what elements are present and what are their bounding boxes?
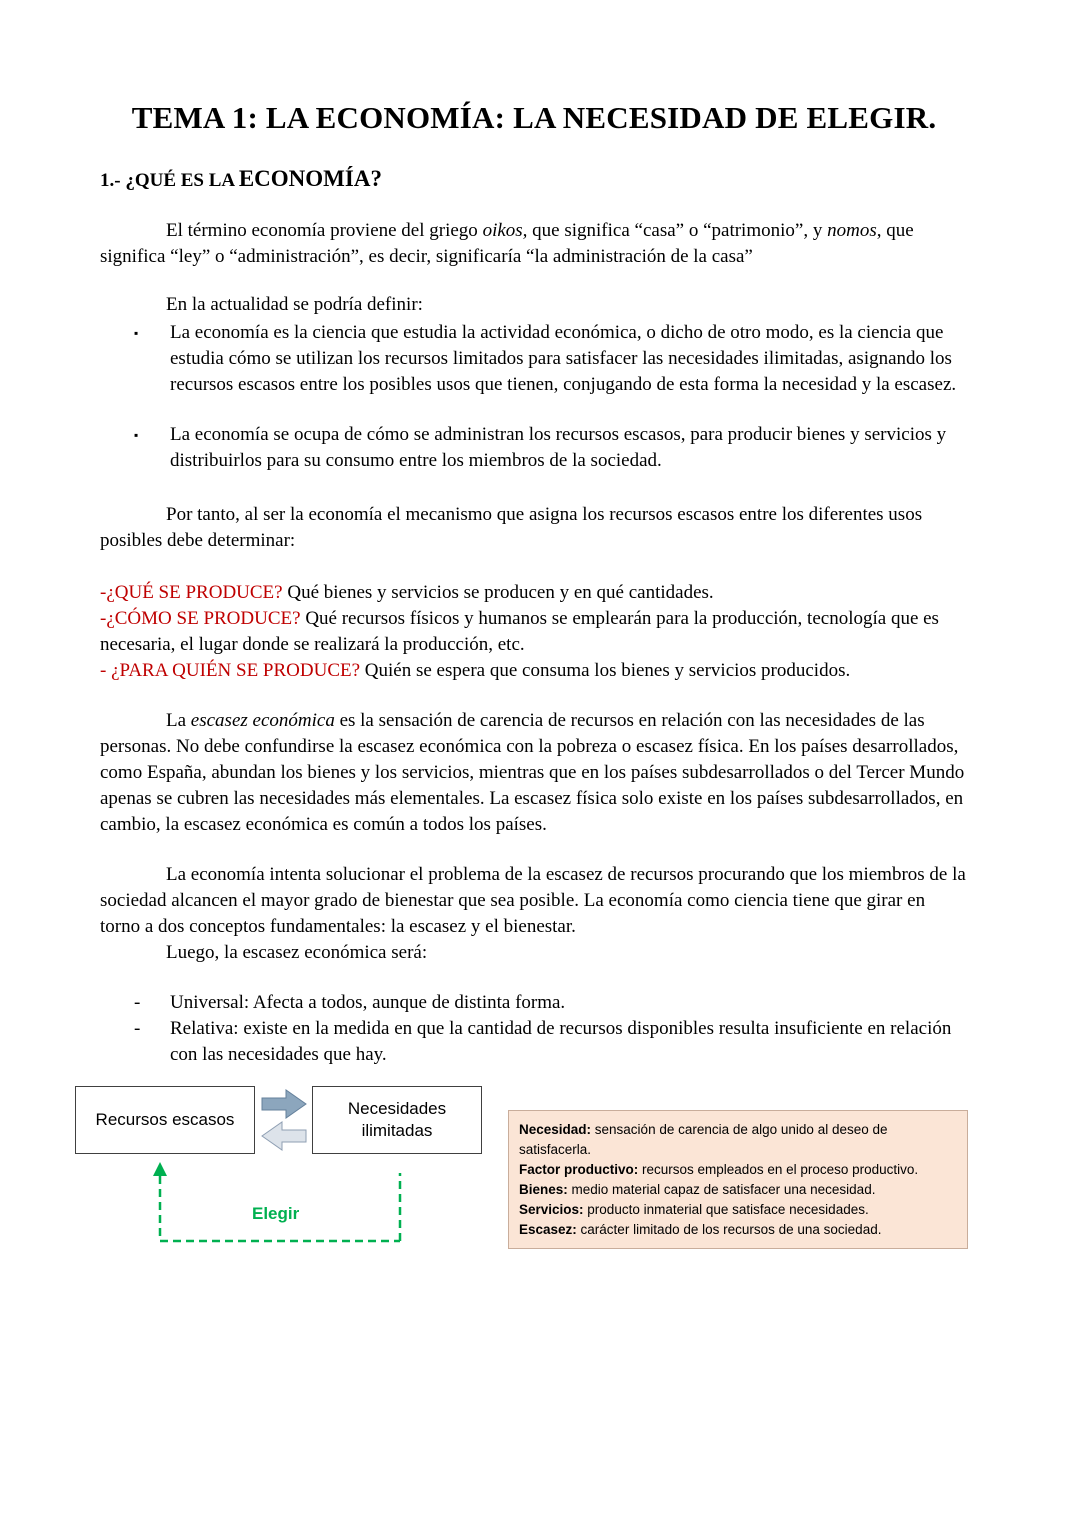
definition-text: sensación de carencia de algo unido al deseo de satisfacerla.: [519, 1122, 888, 1157]
box-label: Necesidades ilimitadas: [347, 1099, 447, 1140]
paragraph-text: es la sensación de carencia de recursos en relación con las necesidades de las personas. No debe confundirse la escasez económica con la pobreza o escasez física. En los países desarrollados, como España, abundan los bienes y los servicios, mientras que en los países subdesarrollados o del Tercer Mundo apenas se cubren las necesidades más elementales. La escasez física solo existe en los países subdesarrollados, en cambio, la escasez económica es común a todos los países.: [100, 710, 965, 835]
section-heading-prefix: 1.- ¿QUÉ ES LA: [100, 170, 239, 191]
production-questions: [100, 580, 968, 684]
question-answer: Qué recursos físicos y humanos se emplearán para la producción, tecnología que es necesaria, el lugar donde se realizará la producción, etc.: [100, 608, 939, 655]
dash-icon: -: [134, 1018, 141, 1039]
dash-item-universal: [100, 990, 968, 1016]
question-label: - ¿PARA QUIÉN SE PRODUCE?: [100, 660, 361, 681]
definition-term: Factor productivo:: [519, 1162, 639, 1177]
paragraph-definition-lead: En la actualidad se podría definir:: [166, 294, 423, 315]
scarcity-choice-diagram: [0, 1086, 1080, 1296]
definition-term: Escasez:: [519, 1222, 577, 1237]
dash-icon: -: [134, 992, 141, 1013]
definition-factor-productivo: [519, 1160, 957, 1180]
term-nomos: nomos: [827, 220, 877, 241]
definition-text: medio material capaz de satisfacer una necesidad.: [567, 1182, 876, 1197]
paragraph-escasez-economica: [100, 708, 968, 838]
definition-text: recursos empleados en el proceso productivo.: [638, 1162, 919, 1177]
paragraph-intro: [100, 218, 968, 270]
paragraph-intro-text: que significa “casa” o “patrimonio”, y: [527, 220, 828, 241]
definition-servicios: [519, 1200, 957, 1220]
question-label: -¿CÓMO SE PRODUCE?: [100, 608, 301, 629]
definition-text: producto inmaterial que satisface necesidades.: [583, 1202, 869, 1217]
box-necesidades-ilimitadas: [312, 1086, 482, 1154]
paragraph-determinar: Por tanto, al ser la economía el mecanismo que asigna los recursos escasos entre los diferentes usos posibles debe determinar:: [100, 504, 923, 551]
definition-text: carácter limitado de los recursos de una sociedad.: [576, 1222, 882, 1237]
term-oikos: oikos,: [482, 220, 528, 241]
section-heading: [100, 166, 968, 192]
elegir-label: Elegir: [252, 1204, 300, 1223]
page-title: TEMA 1: LA ECONOMÍA: LA NECESIDAD DE ELEGIR.: [131, 100, 937, 135]
question-como-se-produce: [100, 606, 968, 658]
section-heading-word: ECONOMÍA?: [238, 166, 382, 191]
definitions-box: [508, 1110, 968, 1249]
definition-term: Servicios:: [519, 1202, 584, 1217]
question-para-quien-se-produce: [100, 658, 968, 684]
definition-escasez: [519, 1220, 957, 1240]
definition-necesidad: [519, 1120, 957, 1160]
exchange-arrows-icon: [260, 1088, 308, 1152]
bullet-text: La economía se ocupa de cómo se administran los recursos escasos, para producir bienes y servicios y distribuirlos para su consumo entre los miembros de la sociedad.: [170, 424, 947, 471]
bullet-icon: ▪: [134, 326, 139, 340]
dash-item-relativa: [100, 1016, 968, 1068]
paragraph-text: La: [166, 710, 191, 731]
bullet-icon: ▪: [134, 428, 139, 442]
paragraph-intro-text: , que significa “ley” o “administración”, es decir, significaría “la administración de la casa”: [100, 220, 914, 267]
bullet-item-definition-2: [100, 422, 968, 474]
bullet-text: La economía es la ciencia que estudia la actividad económica, o dicho de otro modo, es la ciencia que estudia cómo se utilizan los recursos limitados para satisfacer las necesidades ilimitadas, asignando los recursos escasos entre los posibles usos que tienen, conjugando de esta forma la necesidad y la escasez.: [170, 322, 957, 395]
dash-text: Universal: Afecta a todos, aunque de distinta forma.: [170, 992, 566, 1013]
paragraph-intro-text: El término economía proviene del griego: [166, 220, 483, 241]
question-answer: Qué bienes y servicios se producen y en qué cantidades.: [282, 582, 714, 603]
definition-bienes: [519, 1180, 957, 1200]
question-label: -¿QUÉ SE PRODUCE?: [100, 582, 283, 603]
term-escasez-economica: escasez económica: [190, 710, 335, 731]
question-que-se-produce: [100, 580, 968, 606]
question-answer: Quién se espera que consuma los bienes y servicios producidos.: [360, 660, 851, 681]
paragraph-luego: Luego, la escasez económica será:: [166, 942, 428, 963]
box-label: Recursos escasos: [95, 1110, 235, 1129]
box-recursos-escasos: [75, 1086, 255, 1154]
definition-term: Necesidad:: [519, 1122, 592, 1137]
dash-text: Relativa: existe en la medida en que la cantidad de recursos disponibles resulta insuficiente en relación con las necesidades que hay.: [170, 1018, 952, 1065]
paragraph-bienestar: La economía intenta solucionar el problema de la escasez de recursos procurando que los miembros de la sociedad alcancen el mayor grado de bienestar que sea posible. La economía como ciencia tiene que girar en torno a dos conceptos fundamentales: la escasez y el bienestar.: [100, 864, 966, 937]
definition-term: Bienes:: [519, 1182, 568, 1197]
bullet-item-definition-1: [100, 320, 968, 398]
